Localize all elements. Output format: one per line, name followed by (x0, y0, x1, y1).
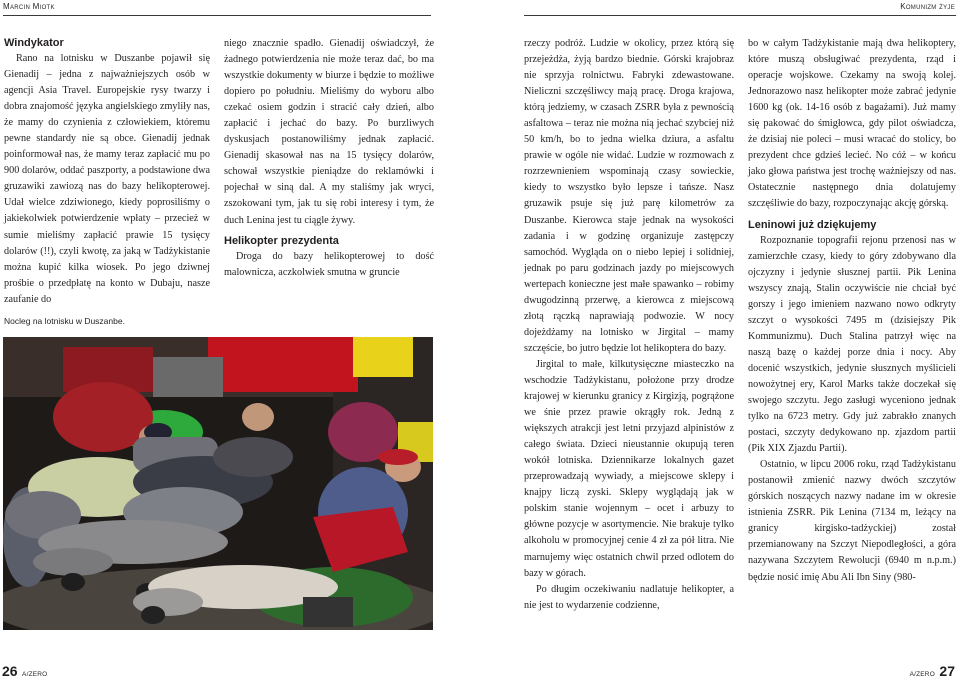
paragraph: Po długim oczekiwaniu nadlatuje helikopter, a nie jest to wydarzenie codzienne, (524, 583, 734, 611)
section-heading-helikopter: Helikopter prezydenta (224, 234, 339, 247)
running-header-author: Marcin Miotk (3, 2, 55, 11)
header-rule-left (3, 15, 431, 16)
paragraph: rzeczy podróż. Ludzie w okolicy, przez którą się przejeżdża, żyją bardzo biednie. Górski krajobraz nie sprzyja rolnictwu. Fabryki zdewastowane. Nieliczni szczęśliwcy mają pracę. Droga krajowa, którą jedziemy, w czasach ZSRR była z pewnością asfaltowa – teraz nie można nią jechać szybciej niż 50 km/h, bo to jedna wielka dziura, a asfaltu prawie w ogóle nie widać. Ludzie w rozmowach z rozrzewnieniem wspominają czasy sowieckie, kiedy to wszystko było lepsze i tańsze. Nasz gruzawik psuje się już parę kilometrów za Duszanbe. Kierowca staje jednak na wysokości zadania i w godzinę organizuje zastępczy samochód. Wygląda on o niebo lepiej i solidniej, jednak po paru godzinach jazdy po miejscowych wertepach konieczne jest małe spawanko – robimy dwugodzinną przerwę, a kierowca z miejscową złotą rączką naprawiają podwozie. W nocy dojeżdżamy na lotnisko w Jirgital – mamy szczęście, bo jutro będzie lot helikoptera do bazy. (524, 38, 734, 354)
magazine-name-left: A/ZERO (22, 671, 48, 678)
paragraph: Rano na lotnisku w Duszanbe pojawił się Gienadij – jedna z najważniejszych osób w agencji Asia Travel. Europejskie rysy twarzy i dobra znajomość języka angielskiego zmyliły nas, że mamy do czynienia z człowiekiem, któremu pewne standardy nie są obce. Gienadij jednak poinformował nas, że mamy teraz zapłacić mu po 900 dolarów, oddać paszporty, a podstawione dwa gruzawiki zawiozą nas do bazy helikopterowej. Udał wielce zdziwionego, kiedy poprosiliśmy o jakiekolwiek potwierdzenie wpłaty – przecież w sumie mieliśmy zapłacić prawie 15 tysięcy dolarów (!!), czyli kwotę, za jaką w Tadżykistanie można kupić kilka wiosek. Po jego dziwnej prośbie o przedpłatę na konto w Dubaju, nasze zaufanie do (4, 53, 210, 305)
column-2 (224, 36, 434, 281)
paragraph: niego znacznie spadło. Gienadij oświadczył, że żadnego potwierdzenia nie może teraz dać, bo ma wszystkie dokumenty w biurze i będzie to możliwe dopiero po południu. Mieliśmy do wyboru albo czekać osiem godzin i stracić cały dzień, albo zapłacić i jechać do bazy. Po burzliwych dyskusjach postanowiliśmy jednak zapłacić. Gienadij skasował nas na 15 tysięcy dolarów, schował wszystkie pieniądze do reklamówki i pojechał w siną dal. A my staliśmy jak wryci, zszokowani tym, jak tu się robi interesy i tym, że duch Lenina jest tu ciągle żywy. (224, 38, 434, 226)
section-heading-windykator: Windykator (4, 37, 64, 49)
magazine-name-right: A/ZERO (909, 671, 935, 678)
photo-illustration (3, 337, 433, 630)
column-1 (4, 36, 210, 308)
section-heading-leninowi: Leninowi już dziękujemy (748, 218, 877, 231)
column-3 (524, 36, 734, 614)
paragraph: Droga do bazy helikopterowej to dość malownicza, aczkolwiek smutna w gruncie (224, 250, 434, 278)
page-number-left: 26 (2, 663, 18, 679)
paragraph: Rozpoznanie topografii rejonu przenosi nas w zamierzchłe czasy, kiedy to góry zdobywano dla ojczyzny i jedynie słusznej partii. Pik Lenina wszyscy znają, Stalin oczywiście nie chciał być gorszy i jego imieniem nazwano nowo odkryty szczyt o wysokości 7495 m (dzisiejszy Pik Kommunizmu). Duch Stalina patrzył więc na naszą bazę o każdej porze dnia i nocy. Aby docenić wszystkich, jedynie słusznych myślicieli nowożytnej ery, Karol Marks także doczekał się swojego szczytu. Jego zasługi wyceniono jednak tylko na 6723 metry. Gdy już zabrakło znanych postaci, szczyty dedykowano np. zjazdom partii (Pik XIX Zjazdu Partii). (748, 234, 956, 455)
folio-right (910, 663, 955, 681)
folio-left (2, 663, 47, 681)
running-header-section: Komunizm żyje (900, 2, 955, 11)
photo-caption: Nocleg na lotnisku w Duszanbe. (4, 316, 125, 326)
page-number-right: 27 (939, 663, 955, 679)
header-rule-right (524, 15, 956, 16)
column-4 (748, 36, 956, 586)
photo-sleeping-climbers (3, 337, 433, 630)
paragraph: bo w całym Tadżykistanie mają dwa helikoptery, które muszą obsługiwać prezydenta, rząd i operacje wojskowe. Czekamy na swoją kolej. Jednorazowo nasz helikopter może zabrać jedynie 1600 kg (ok. 14-16 osób z bagażami). Już mamy się pakować do śmigłowca, gdy pilot oświadcza, że dzisiaj nie poleci – musi wracać do stolicy, bo prezydent chce gdzieś lecieć. No cóż – w końcu jako głowa państwa jest trochę ważniejszy od nas. Ostatecznie następnego dnia dolatujemy szczęśliwie do bazy, rozpoczynając akcję górską. (748, 38, 956, 210)
paragraph: Ostatnio, w lipcu 2006 roku, rząd Tadżykistanu postanowił zmienić nazwy dwóch szczytów górskich noszących nazwy nadane im w okresie istnienia ZSRR. Pik Lenina (7134 m, leżący na granicy kirgisko-tadżyckiej) został przemianowany na Szczyt Niepodległości, a góra nazywana Szczytem Rewolucji (6940 m n.p.m.) będzie nosić imię Abu Ali Ibn Siny (980- (748, 459, 956, 583)
paragraph: Jirgital to małe, kilkutysięczne miasteczko na wschodzie Tadżykistanu, położone przy drodze krajowej w kierunku granicy z Kirgizją, pogrążone we śnie przez prawie okrągły rok. Jedną z większych atrakcji jest letni przyjazd alpinistów z całego świata. Dzieci nieustannie okupują teren wokół lotniska. Dziennikarze lokalnych gazet przeprowadzają wywiady, a miejscowe sklepy i knajpy liczą zyski. Sklepy wyglądają jak w polskim stanie wojennym – ocet i arbuzy to główne pozycje w asortymencie. Nie brakuje tylko alkoholu w promocyjnej cenie 4 zł za pół litra. Nie marnujemy więc ostatnich chwil przed odlotem do bazy w górach. (524, 358, 734, 579)
